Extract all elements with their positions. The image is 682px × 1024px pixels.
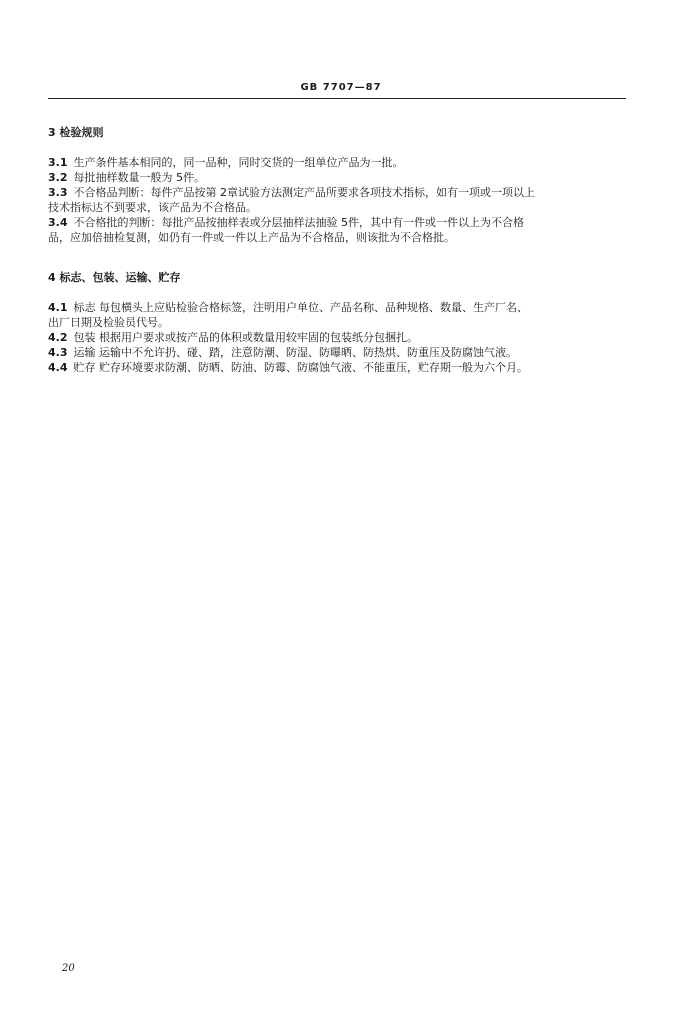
section-title: 4 标志、包装、运输、贮存 xyxy=(48,271,181,284)
section-gap xyxy=(48,245,628,263)
clause-line xyxy=(48,300,628,315)
clause-line xyxy=(48,155,628,170)
clause-line xyxy=(48,345,628,360)
clause-text: 标志 每包横头上应贴检验合格标签，注明用户单位、产品名称、品种规格、数量、生产厂名、 xyxy=(73,301,528,314)
clause-text: 不合格品判断：每件产品按第 2章试验方法测定产品所要求各项技术指标，如有一项或一项以上 xyxy=(73,186,535,199)
section-title: 3 检验规则 xyxy=(48,126,104,139)
document-body xyxy=(48,118,628,375)
clause-number: 3.3 xyxy=(48,186,68,199)
clause-continuation: 技术指标达不到要求，该产品为不合格品。 xyxy=(48,201,257,214)
clause-text: 包装 根据用户要求或按产品的体积或数量用较牢固的包装纸分包捆扎。 xyxy=(73,331,418,344)
clause-number: 3.2 xyxy=(48,171,68,184)
clause-number: 3.4 xyxy=(48,216,68,229)
clause-line xyxy=(48,185,628,200)
clause-line xyxy=(48,170,628,185)
clause-number: 4.2 xyxy=(48,331,68,344)
standard-code: GB 7707—87 xyxy=(300,82,382,93)
clause-text: 生产条件基本相同的，同一品种，同时交货的一组单位产品为一批。 xyxy=(73,156,404,169)
clause-line xyxy=(48,360,628,375)
clause-continuation: 品，应加倍抽检复测，如仍有一件或一件以上产品为不合格品，则该批为不合格批。 xyxy=(48,231,455,244)
clause-number: 4.3 xyxy=(48,346,68,359)
clause-text: 运输 运输中不允许扔、碰、踏，注意防潮、防湿、防曝晒、防热烘、防重压及防腐蚀气液。 xyxy=(73,346,517,359)
clause-line xyxy=(48,330,628,345)
clause-line xyxy=(48,215,628,230)
clause-text: 贮存 贮存环境要求防潮、防晒、防油、防霉、防腐蚀气液、不能重压，贮存期一般为六个月。 xyxy=(73,361,528,374)
clause-number: 4.1 xyxy=(48,301,68,314)
header-rule xyxy=(48,98,626,99)
clause-number: 4.4 xyxy=(48,361,68,374)
page-number: 20 xyxy=(62,963,75,974)
clause-number: 3.1 xyxy=(48,156,68,169)
clause-text: 不合格批的判断：每批产品按抽样表或分层抽样法抽验 5件，其中有一件或一件以上为不合格 xyxy=(73,216,524,229)
clause-text: 每批抽样数量一般为 5件。 xyxy=(73,171,205,184)
clause-continuation: 出厂日期及检验员代号。 xyxy=(48,316,169,329)
